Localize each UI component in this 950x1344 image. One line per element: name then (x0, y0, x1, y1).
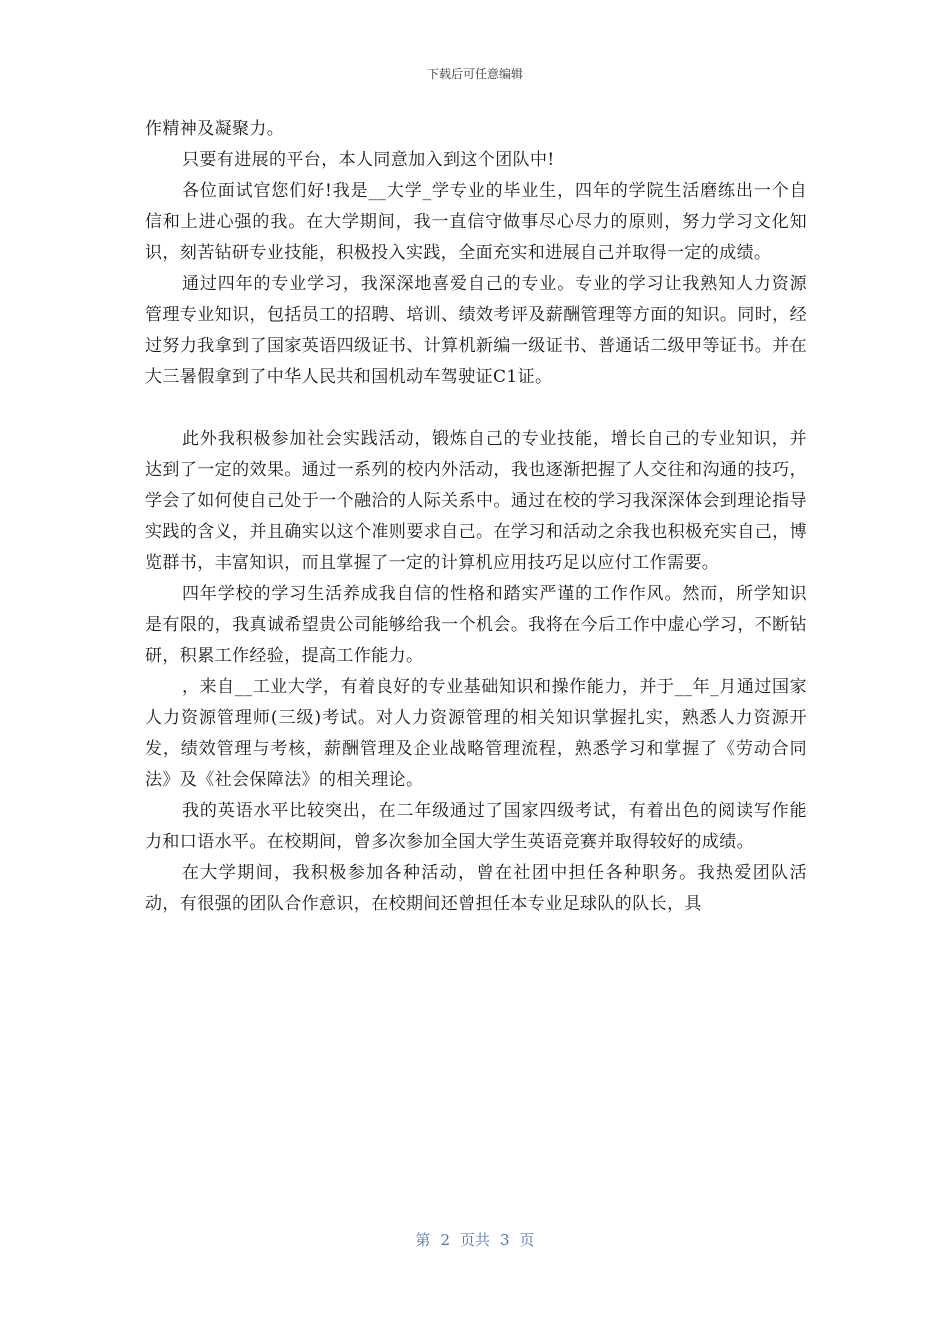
paragraph: 通过四年的专业学习，我深深地喜爱自己的专业。专业的学习让我熟知人力资源管理专业知识，包括员工的招聘、培训、绩效考评及薪酬管理等方面的知识。同时，经过努力我拿到了国家英语四级证书、计算机新编一级证书、普通话二级甲等证书。并在大三暑假拿到了中华人民共和国机动车驾驶证C1证。 (145, 274, 807, 387)
paragraph: 只要有进展的平台，本人同意加入到这个团队中! (182, 150, 555, 170)
paragraph-continuation: 作精神及凝聚力。 (145, 119, 285, 139)
paragraph: 四年学校的学习生活养成我自信的性格和踏实严谨的工作作风。然而，所学知识是有限的，我真诚希望贵公司能够给我一个机会。我将在今后工作中虚心学习，不断钻研，积累工作经验，提高工作能力。 (145, 584, 807, 666)
page-footer (0, 1230, 950, 1250)
document-body (145, 114, 807, 920)
page-word: 第 (415, 1231, 431, 1249)
paragraph: 我的英语水平比较突出，在二年级通过了国家四级考试，有着出色的阅读写作能力和口语水平。在校期间，曾多次参加全国大学生英语竞赛并取得较好的成绩。 (145, 801, 807, 852)
paragraph: 此外我积极参加社会实践活动，锻炼自己的专业技能，增长自己的专业知识，并达到了一定的效果。通过一系列的校内外活动，我也逐渐把握了人交往和沟通的技巧，学会了如何使自己处于一个融洽的人际关系中。通过在校的学习我深深体会到理论指导实践的含义，并且确实以这个准则要求自己。在学习和活动之余我也积极充实自己，博览群书，丰富知识，而且掌握了一定的计算机应用技巧足以应付工作需要。 (145, 429, 807, 573)
current-page-number: 2 (440, 1231, 450, 1249)
page-of-label: 页共 (459, 1231, 490, 1249)
page-header: 下载后可任意编辑 (426, 67, 523, 81)
paragraph: 在大学期间，我积极参加各种活动，曾在社团中担任各种职务。我热爱团队活动，有很强的团队合作意识，在校期间还曾担任本专业足球队的队长，具 (145, 863, 807, 914)
total-pages-number: 3 (500, 1231, 510, 1249)
paragraph: 各位面试官您们好!我是__大学_学专业的毕业生，四年的学院生活磨练出一个自信和上进心强的我。在大学期间，我一直信守做事尽心尽力的原则，努力学习文化知识，刻苦钻研专业技能，积极投入实践，全面充实和进展自己并取得一定的成绩。 (145, 181, 807, 263)
page-suffix: 页 (519, 1231, 535, 1249)
paragraph: ，来自__工业大学，有着良好的专业基础知识和操作能力，并于__年_月通过国家人力资源管理师(三级)考试。对人力资源管理的相关知识掌握扎实，熟悉人力资源开发，绩效管理与考核，薪酬管理及企业战略管理流程，熟悉学习和掌握了《劳动合同法》及《社会保障法》的相关理论。 (145, 677, 807, 790)
